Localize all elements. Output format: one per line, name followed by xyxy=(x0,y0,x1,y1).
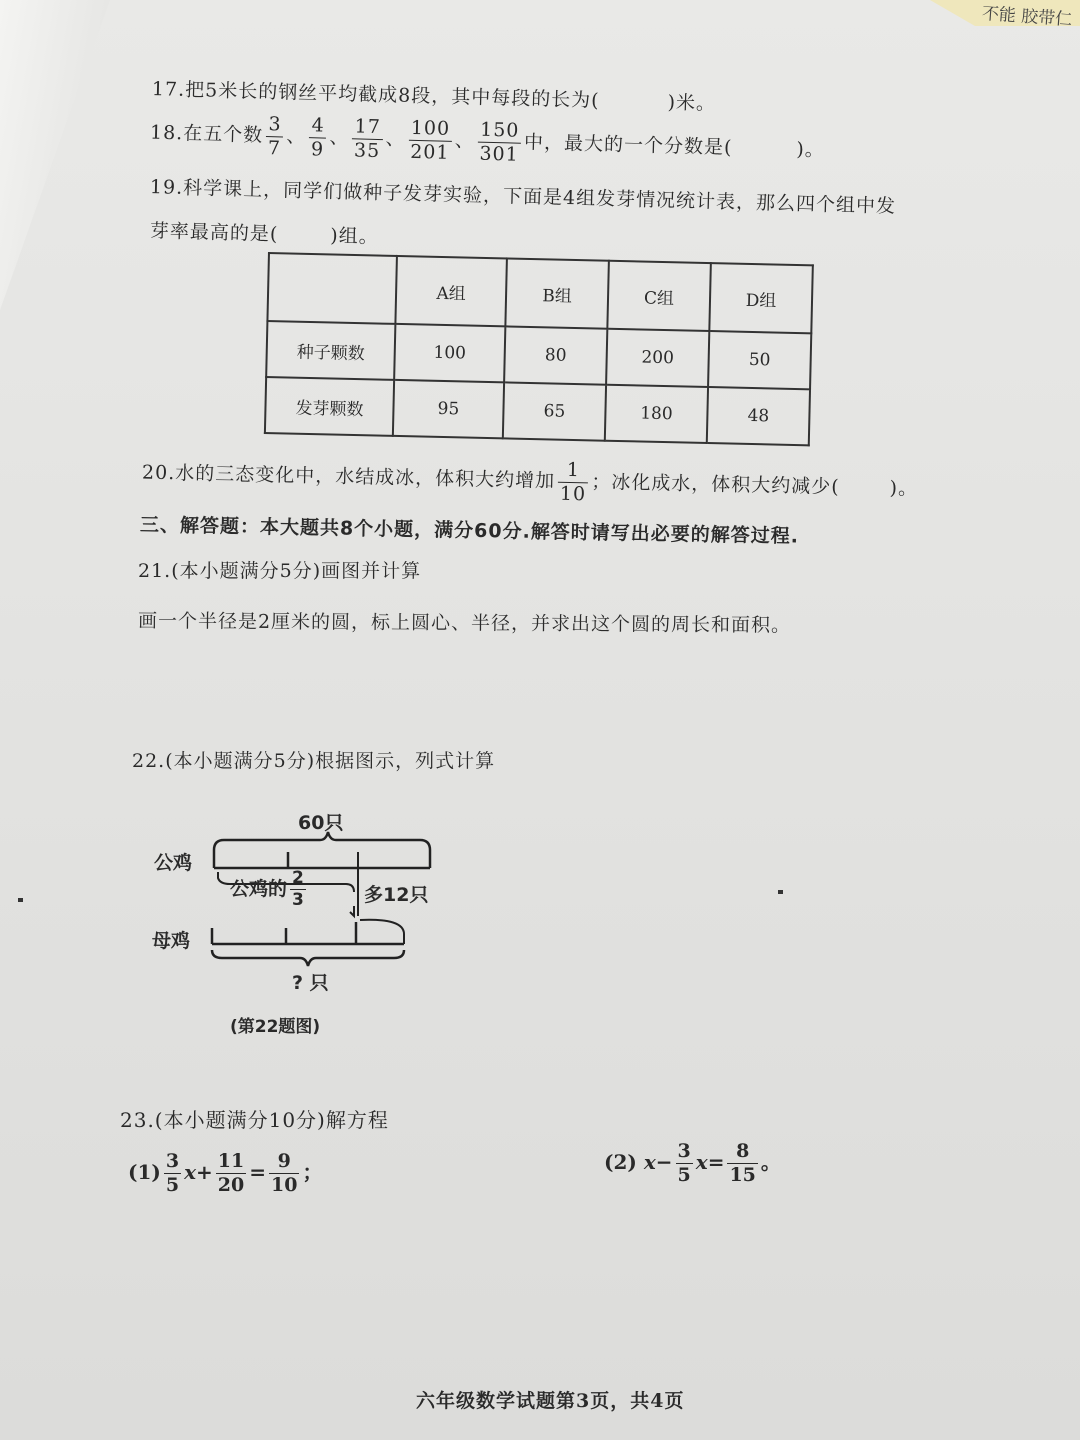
question-19-line-1: 19.科学课上，同学们做种子发芽实验，下面是4组发芽情况统计表，那么四个组中发 xyxy=(149,176,897,218)
rooster-part-label: 公鸡的 $\frac{2}{3}$ xyxy=(230,868,304,910)
table-header-cell: A组 xyxy=(395,256,507,326)
speck-mark xyxy=(18,898,23,902)
question-18: 18.在五个数 $\frac{3}{7}$ 、 $\frac{4}{9}$ 、 $\frac{17}{35}$ 、 $\frac{100}{201}$ 、 $\frac{150}{301}$ 中，最大的一个分数是( )。 xyxy=(149,113,826,166)
question-20: 20.水的三态变化中，水结成冰，体积大约增加 $\frac{1}{10}$ ；冰化成水，体积大约减少( )。 xyxy=(141,458,919,506)
question-19-line-2: 芽率最高的是( )组。 xyxy=(149,220,380,248)
table-row-label: 种子颗数 xyxy=(266,321,395,380)
table-header-cell: D组 xyxy=(709,263,813,333)
unknown-label: ? 只 xyxy=(292,972,329,994)
table-cell: 100 xyxy=(394,324,505,382)
question-17-tail: )米。 xyxy=(667,91,717,115)
page-edge xyxy=(0,0,110,310)
fraction-1-10: $\frac{1}{10}$ xyxy=(558,461,589,505)
fraction-4-9: $\frac{4}{9}$ xyxy=(310,114,325,161)
question-21-body: 画一个半径是2厘米的圆，标上圆心、半径，并求出这个圆的周长和面积。 xyxy=(137,610,792,637)
question-22-title: 22.(本小题满分5分)根据图示，列式计算 xyxy=(132,750,496,772)
section-3-title: 三、解答题：本大题共8个小题，满分60分.解答时请写出必要的解答过程. xyxy=(139,514,800,548)
table-cell: 95 xyxy=(393,380,504,438)
fraction-3-7: $\frac{3}{7}$ xyxy=(267,113,282,160)
page-footer: 六年级数学试题第3页，共4页 xyxy=(416,1390,685,1412)
table-header-cell: C组 xyxy=(607,261,711,331)
table-row-label: 发芽颗数 xyxy=(265,377,394,436)
total-label: 60只 xyxy=(298,812,344,834)
question-23-title: 23.(本小题满分10分)解方程 xyxy=(120,1108,389,1132)
hen-label: 母鸡 xyxy=(152,930,191,952)
fraction-150-301: $\frac{150}{301}$ xyxy=(479,118,520,166)
fraction-2-3: $\frac{2}{3}$ xyxy=(292,868,304,910)
question-18-suffix: 中，最大的一个分数是( xyxy=(523,131,733,159)
question-18-tail: )。 xyxy=(796,138,826,162)
rooster-label: 公鸡 xyxy=(154,852,193,874)
table-cell: 50 xyxy=(708,331,811,389)
corner-text: 不能 胶带仁 xyxy=(980,3,1073,31)
table-header-row xyxy=(267,253,812,333)
equation-2: (2) x− $\frac{3}{5}$ x= $\frac{8}{15}$ 。 xyxy=(604,1140,781,1186)
table-cell: 48 xyxy=(707,387,810,445)
fraction-100-201: $\frac{100}{201}$ xyxy=(409,116,451,164)
speck-mark xyxy=(778,890,783,894)
question-17 xyxy=(152,74,717,116)
table-cell: 180 xyxy=(605,385,708,443)
diagram-caption: (第22题图) xyxy=(230,1017,321,1037)
germination-table xyxy=(264,252,814,446)
table-cell: 200 xyxy=(606,329,709,387)
question-21-title: 21.(本小题满分5分)画图并计算 xyxy=(138,560,422,582)
table-cell: 80 xyxy=(504,326,607,384)
table-row xyxy=(265,377,810,445)
chicken-diagram xyxy=(150,808,450,1038)
table-header-cell xyxy=(267,253,397,324)
question-18-prefix: 18.在五个数 xyxy=(149,121,264,147)
question-17-text: 17.把5米长的钢丝平均截成8段，其中每段的长为( xyxy=(151,78,600,112)
table-header-cell: B组 xyxy=(505,258,609,328)
more-12-label: 多12只 xyxy=(364,884,429,906)
table-cell: 65 xyxy=(503,382,606,440)
equation-1: (1) $\frac{3}{5}$ x+ $\frac{11}{20}$ = $\frac{9}{10}$ ； xyxy=(128,1150,323,1196)
fraction-17-35: $\frac{17}{35}$ xyxy=(353,115,382,163)
